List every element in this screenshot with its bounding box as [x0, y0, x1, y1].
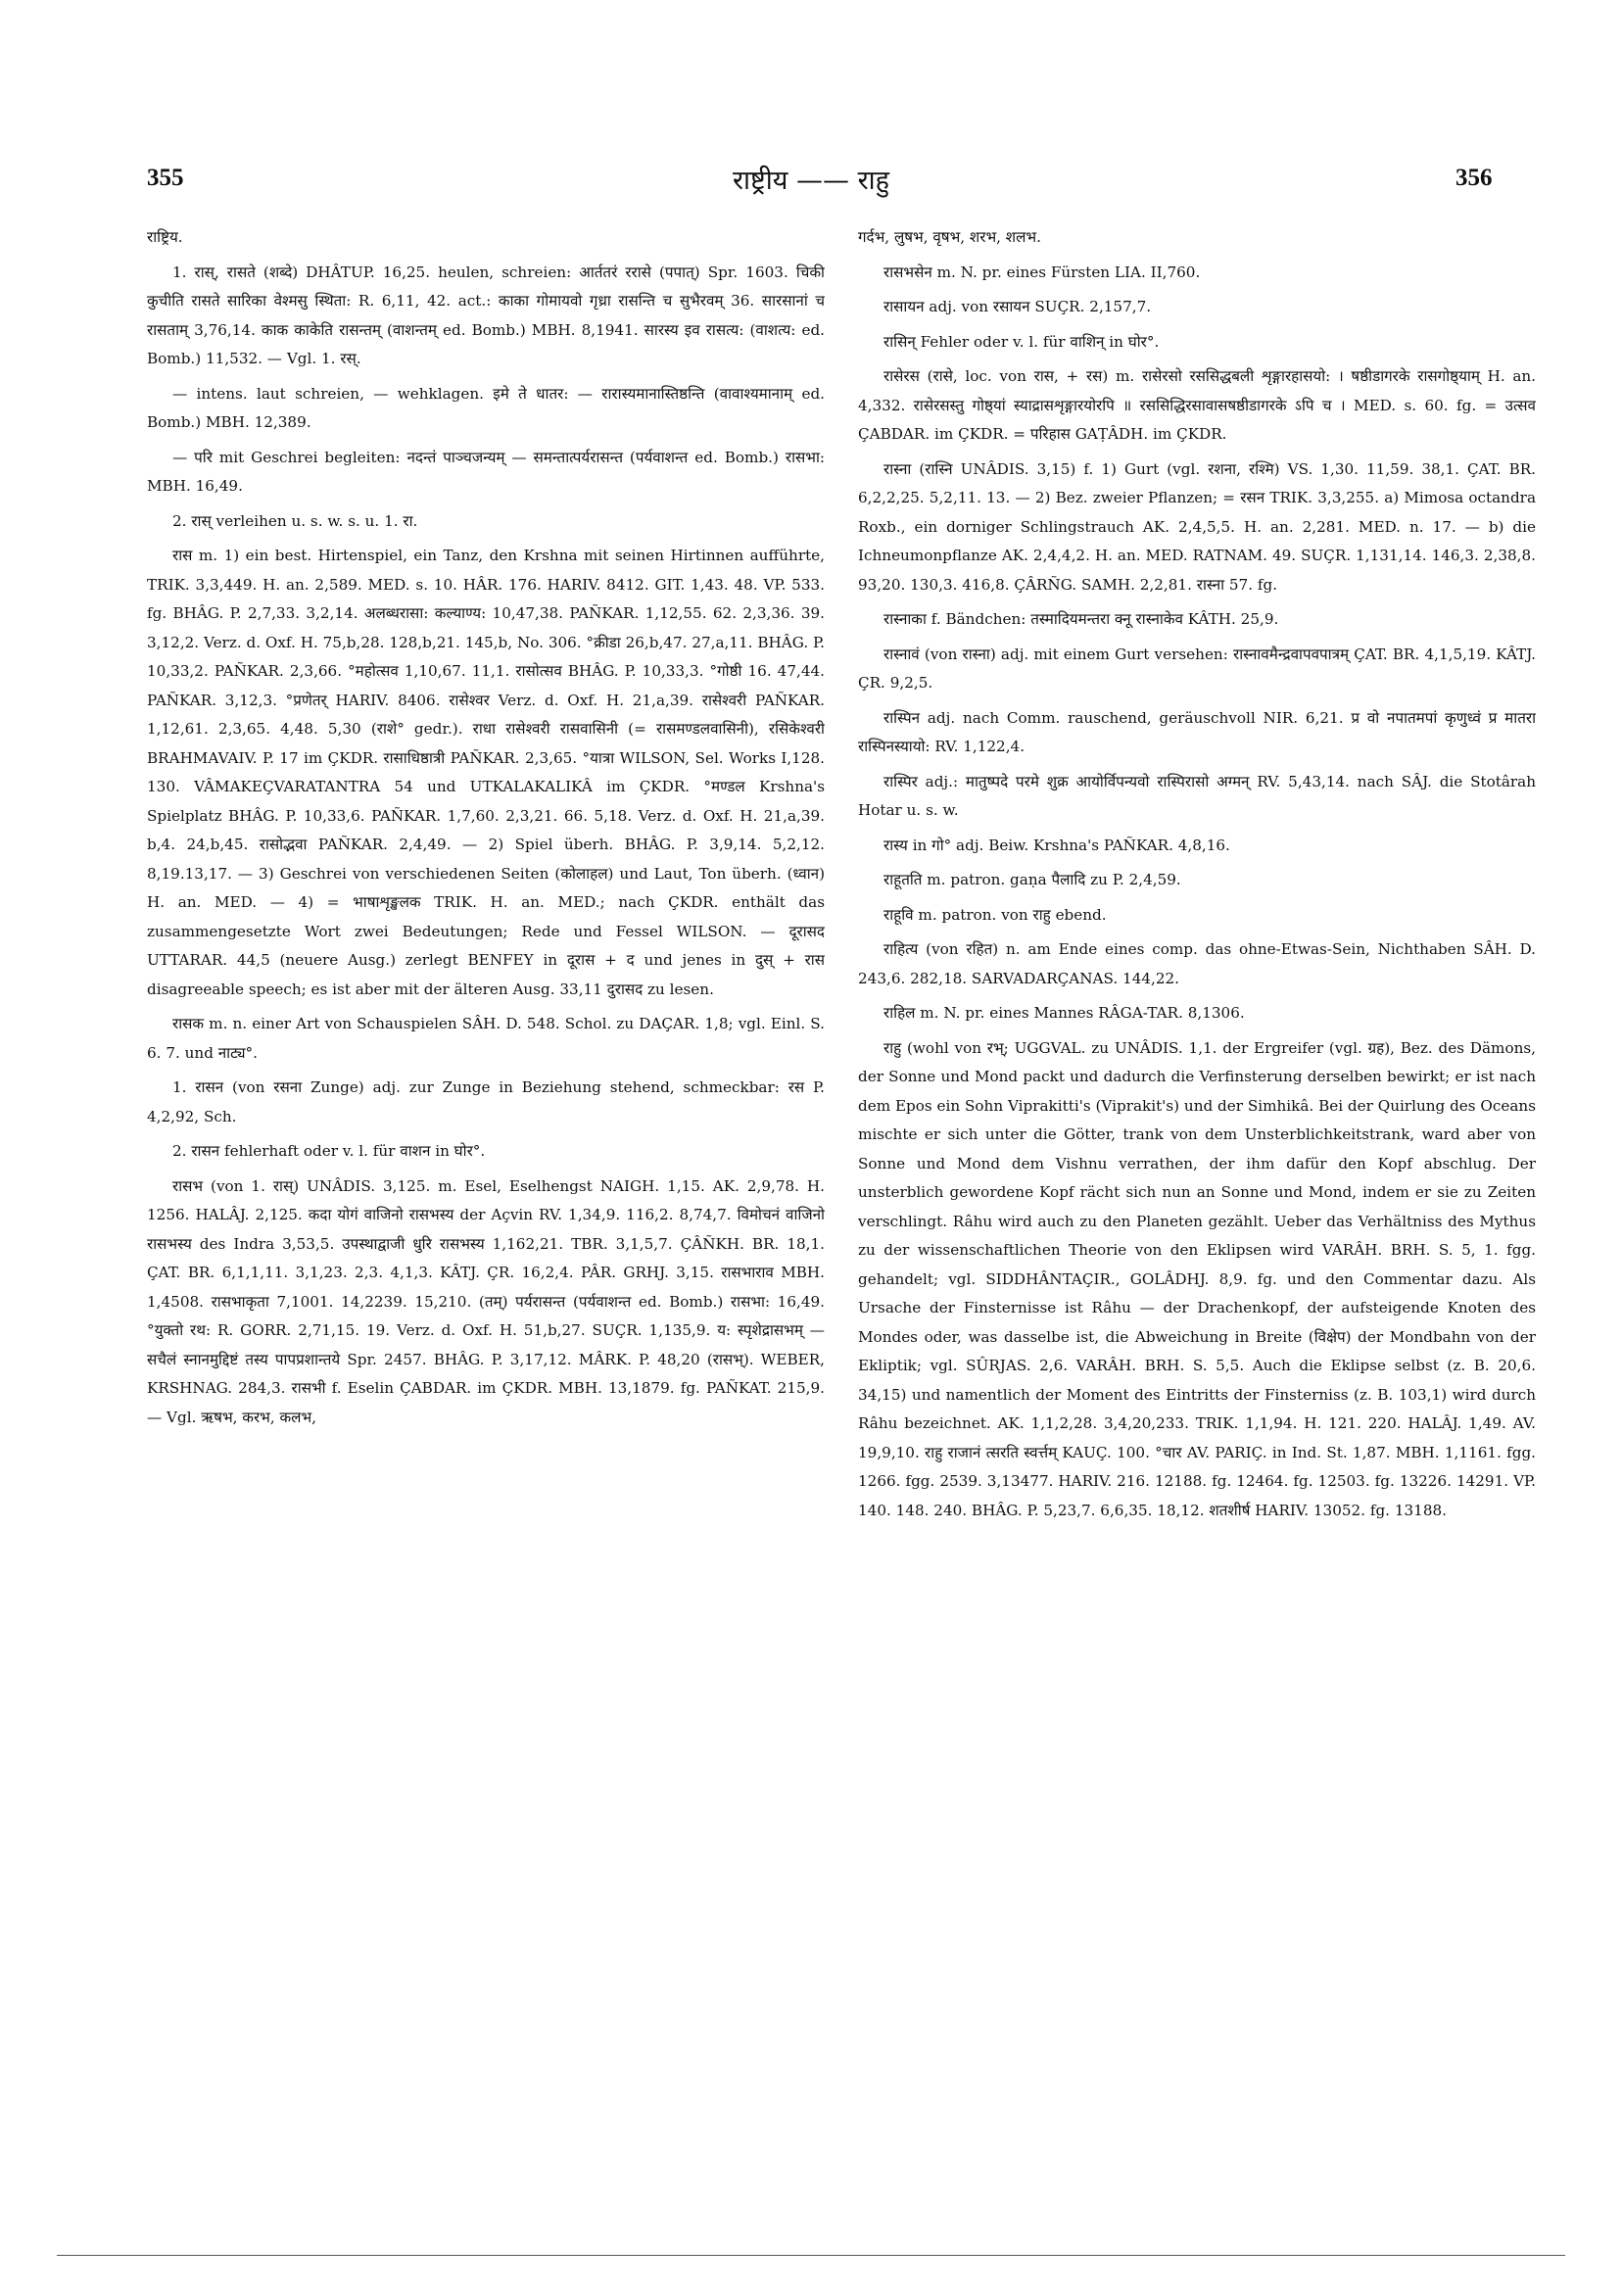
- dictionary-entry: रास m. 1) ein best. Hirtenspiel, ein Tanz, den Krshna mit seinen Hirtinnen aufführte, TRIK. 3,3,449. H. an. 2,589. MED. s. 10. HÂR. 176. HARIV. 8412. GIT. 1,43. 48. VP. 533. fg. BHÂG. P. 2,7,33. 3,2,14. अलब्धरासा: कल्याण्य: 10,47,38. PAÑKAR. 1,12,55. 62. 2,3,36. 39. 3,12,2. Verz. d. Oxf. H. 75,b,28. 128,b,21. 145,b, No. 306. °क्रीडा 26,b,47. 27,a,11. BHÂG. P. 10,33,2. PAÑKAR. 2,3,66. °महोत्सव 1,10,67. 11,1. रासोत्सव BHÂG. P. 10,33,3. °गोष्ठी 16. 47,44. PAÑKAR. 3,12,3. °प्रणेतर् HARIV. 8406. रासेश्वर Verz. d. Oxf. H. 21,a,39. रासेश्वरी PAÑKAR. 1,12,61. 2,3,65. 4,48. 5,30 (राशे° gedr.). राधा रासेश्वरी रासवासिनी (= रासमण्डलवासिनी), रसिकेश्वरी BRAHMAVAIV. P. 17 im ÇKDR. रासाधिष्ठात्री PAÑKAR. 2,3,65. °यात्रा WILSON, Sel. Works I,128. 130. VÂMAKEÇVARATANTRA 54 und UTKALAKALIKÂ im ÇKDR. °मण्डल Krshna's Spielplatz BHÂG. P. 10,33,6. PAÑKAR. 1,7,60. 2,3,21. 66. 5,18. Verz. d. Oxf. H. 21,a,39. b,4. 24,b,45. रासोद्भवा PAÑKAR. 2,4,49. — 2) Spiel überh. BHÂG. P. 3,9,14. 5,2,12. 8,19.13,17. — 3) Geschrei von verschiedenen Seiten (कोलाहल) und Laut, Ton überh. (ध्वान) H. an. MED. — 4) = भाषाशृङ्खलक TRIK. H. an. MED.; nach ÇKDR. enthält das zusammengesetzte Wort zwei Bedeutungen; Rede und Fessel WILSON. — दूरासद UTTARAR. 44,5 (neuere Ausg.) zerlegt BENFEY in दूरास + द und jenes in दुस् + रास disagreeable speech; es ist aber mit der älteren Ausg. 33,11 दुरासद zu lesen.: [147, 547, 825, 998]
- dictionary-entry: राहित्य (von रहित) n. am Ende eines comp. das ohne-Etwas-Sein, Nichthaben SÂH. D. 243,6. 282,18. SARVADARÇANAS. 144,22.: [858, 940, 1536, 987]
- dictionary-entry: राहूतति m. patron. gaṇa पैलादि zu P. 2,4,59.: [883, 871, 1181, 888]
- dictionary-entry: 1. रासन (von रसना Zunge) adj. zur Zunge in Beziehung stehend, schmeckbar: रस P. 4,2,92, Sch.: [147, 1078, 825, 1125]
- dictionary-entry: 1. रास्, रासते (शब्दे) DHÂTUP. 16,25. heulen, schreien: आर्ततरं ररासे (पपात्) Spr. 1603. चिकी कुचीति रासते सारिका वेश्मसु स्थिता: R. 6,11, 42. act.: काका गोमायवो गृध्रा रासन्ति च सुभैरवम् 36. सारसानां च रासताम् 3,76,14. काक काकेति रासन्तम् (वाशन्तम् ed. Bomb.) MBH. 8,1941. सारस्य इव रासत्य: (वाशत्य: ed. Bomb.) 11,532. — Vgl. 1. रस्.: [147, 263, 825, 367]
- dictionary-entry: रास्य in गो° adj. Beiw. Krshna's PAÑKAR. 4,8,16.: [883, 836, 1230, 854]
- page-number-left: 355: [147, 165, 184, 191]
- dictionary-entry: रास्ना (रास्नि UNÂDIS. 3,15) f. 1) Gurt (vgl. रशना, रश्मि) VS. 1,30. 11,59. 38,1. ÇAT. BR. 6,2,2,25. 5,2,11. 13. — 2) Bez. zweier Pflanzen; = रसन TRIK. 3,3,255. a) Mimosa octandra Roxb., ein dorniger Schlingstrauch AK. 2,4,5,5. H. an. 2,281. MED. n. 17. — b) die Ichneumonpflanze AK. 2,4,4,2. H. an. MED. RATNAM. 49. SUÇR. 1,131,14. 146,3. 2,38,8. 93,20. 130,3. 416,8. ÇÂRÑG. SAMH. 2,2,81. रास्ना 57. fg.: [858, 459, 1536, 594]
- dictionary-entry: राहिल m. N. pr. eines Mannes RÂGA-TAR. 8,1306.: [883, 1004, 1245, 1022]
- dictionary-entry: राहु (wohl von रभ्; UGGVAL. zu UNÂDIS. 1,1. der Ergreifer (vgl. ग्रह), Bez. des Dämons, der Sonne und Mond packt und dadurch die Verfinsterung derselben bewirkt; er ist nach dem Epos ein Sohn Viprakitti's (Viprakit's) und der Simhikâ. Bei der Quirlung des Oceans mischte er sich unter die Götter, trank von dem Unsterblichkeitstrank, ward aber von Sonne und Mond dem Vishnu verrathen, der ihm dafür den Kopf abschlug. Der unsterblich gewordene Kopf rächt sich nun an Sonne und Mond, indem er sie zu Zeiten verschlingt. Râhu wird auch zu den Planeten gezählt. Ueber das Verhältniss des Mythus zu der wissenschaftlichen Theorie von den Eklipsen wird VARÂH. BRH. S. 5, 1. fgg. gehandelt; vgl. SIDDHÂNTAÇIR., GOLÂDHJ. 8,9. fg. und den Commentar dazu. Als Ursache der Finsternisse ist Râhu — der Drachenkopf, der aufsteigende Knoten des Mondes oder, was dasselbe ist, die Abweichung in Breite (विक्षेप) der Mondbahn von der Ekliptik; vgl. SÛRJAS. 2,6. VARÂH. BRH. S. 5,5. Auch die Eklipse selbst (z. B. 20,6. 34,15) und namentlich der Moment des Eintritts der Finsterniss (z. B. 103,1) wird durch Râhu bezeichnet. AK. 1,1,2,28. 3,4,20,233. TRIK. 1,1,94. H. 121. 220. HALÂJ. 1,49. AV. 19,9,10. राहु राजानं त्सरति स्वर्त्तम् KAUÇ. 100. °चार AV. PARIÇ. in Ind. St. 1,87. MBH. 1,1161. fgg. 1266. fgg. 2539. 3,13477. HARIV. 216. 12188. fg. 12464. fg. 12503. fg. 13226. 14291. VP. 140. 148. 240. BHÂG. P. 5,23,7. 6,6,35. 18,12. शतशीर्ष HARIV. 13052. fg. 13188.: [858, 1038, 1536, 1519]
- dictionary-entry: रासक m. n. einer Art von Schauspielen SÂH. D. 548. Schol. zu DAÇAR. 1,8; vgl. Einl. S. 6. 7. und नाट्य°.: [147, 1015, 825, 1062]
- page-number-right: 356: [1455, 165, 1493, 191]
- dictionary-entry: रासभसेन m. N. pr. eines Fürsten LIA. II,760.: [883, 263, 1201, 281]
- dictionary-entry: रासेरस (रासे, loc. von रास, + रस) m. रासेरसो रससिद्धबली शृङ्गारहासयो: । षष्ठीडागरके रासगोष्ठ्याम् H. an. 4,332. रासेरसस्तु गोष्ठ्यां स्याद्रासशृङ्गारयोरपि ॥ रससिद्धिरसावासषष्ठीडागरके ऽपि च । MED. s. 60. fg. = उत्सव ÇABDAR. im ÇKDR. = परिहास GAṬÂDH. im ÇKDR.: [858, 367, 1536, 443]
- running-title: राष्ट्रीय —— राहु: [733, 166, 889, 196]
- dictionary-entry: 2. रास् verleihen u. s. w. s. u. 1. रा.: [172, 511, 418, 530]
- dictionary-entry: रासिन् Fehler oder v. l. für वाशिन् in घोर°.: [883, 332, 1160, 351]
- left-column: [147, 223, 825, 2065]
- dictionary-entry: रास्नावं (von रास्ना) adj. mit einem Gurt versehen: रास्नावमैन्द्रवापवपात्रम् ÇAT. BR. 4,1,5,19. KÂTJ. ÇR. 9,2,5.: [858, 645, 1536, 692]
- dictionary-entry: रासभ (von 1. रास्) UNÂDIS. 3,125. m. Esel, Eselhengst NAIGH. 1,15. AK. 2,9,78. H. 1256. HALÂJ. 2,125. कदा योगं वाजिनो रासभस्य der Açvin RV. 1,34,9. 116,2. 8,74,7. विमोचनं वाजिनो रासभस्य des Indra 3,53,5. उपस्थाद्वाजी धुरि रासभस्य 1,162,21. TBR. 3,1,5,7. ÇÂÑKH. BR. 18,1. ÇAT. BR. 6,1,1,11. 3,1,23. 2,3. 4,1,3. KÂTJ. ÇR. 16,2,4. PÂR. GRHJ. 3,15. रासभाराव MBH. 1,4508. रासभाकृता 7,1001. 14,2239. 15,210. (तम्) पर्यरासन्त (पर्यवाशन्त ed. Bomb.) रासभा: 16,49. °युक्तो रथ: R. GORR. 2,71,15. 19. Verz. d. Oxf. H. 51,b,27. SUÇR. 1,135,9. य: स्पृशेद्रासभम् — सचैलं स्नानमुद्दिष्टं तस्य पापप्रशान्तये Spr. 2457. BHÂG. P. 3,17,12. MÂRK. P. 48,20 (रासभ्). WEBER, KRSHNAG. 284,3. रासभी f. Eselin ÇABDAR. im ÇKDR. MBH. 13,1879. fg. PAÑKAT. 215,9. — Vgl. ऋषभ, करभ, कलभ,: [147, 1176, 825, 1426]
- right-column: [858, 223, 1536, 2065]
- dictionary-entry: — परि mit Geschrei begleiten: नदन्तं पाञ्चजन्यम् — समन्तात्पर्यरासन्त (पर्यवाशन्त ed. Bomb.) रासभा: MBH. 16,49.: [147, 448, 825, 495]
- dictionary-entry: — intens. laut schreien, — wehklagen. इमे ते धातर: — रारास्यमानास्तिष्ठन्ति (वावाश्यमानाम् ed. Bomb.) MBH. 12,389.: [147, 384, 825, 431]
- dictionary-entry: राष्ट्रिय.: [147, 228, 183, 246]
- dictionary-entry: 2. रासन fehlerhaft oder v. l. für वाशन in घोर°.: [172, 1142, 486, 1160]
- dictionary-entry: रास्पिर adj.: मातुष्पदे परमे शुक्र आयोर्विपन्यवो रास्पिरासो अग्मन् RV. 5,43,14. nach SÂJ. die Stotârah Hotar u. s. w.: [858, 772, 1536, 819]
- bottom-rule: [57, 2255, 1565, 2256]
- dictionary-entry: गर्दभ, लुषभ, वृषभ, शरभ, शलभ.: [858, 228, 1041, 246]
- dictionary-entry: रास्नाका f. Bändchen: तस्मादियमन्तरा क्नू रास्नाकेव KÂTH. 25,9.: [883, 610, 1279, 628]
- page-header: [0, 165, 1622, 204]
- dictionary-entry: रास्पिन adj. nach Comm. rauschend, geräuschvoll NIR. 6,21. प्र वो नपातमपां कृणुध्वं प्र मातरा रास्पिनस्यायो: RV. 1,122,4.: [858, 708, 1536, 755]
- dictionary-entry: रासायन adj. von रसायन SUÇR. 2,157,7.: [883, 298, 1152, 315]
- dictionary-entry: राहूवि m. patron. von राहु ebend.: [883, 905, 1107, 924]
